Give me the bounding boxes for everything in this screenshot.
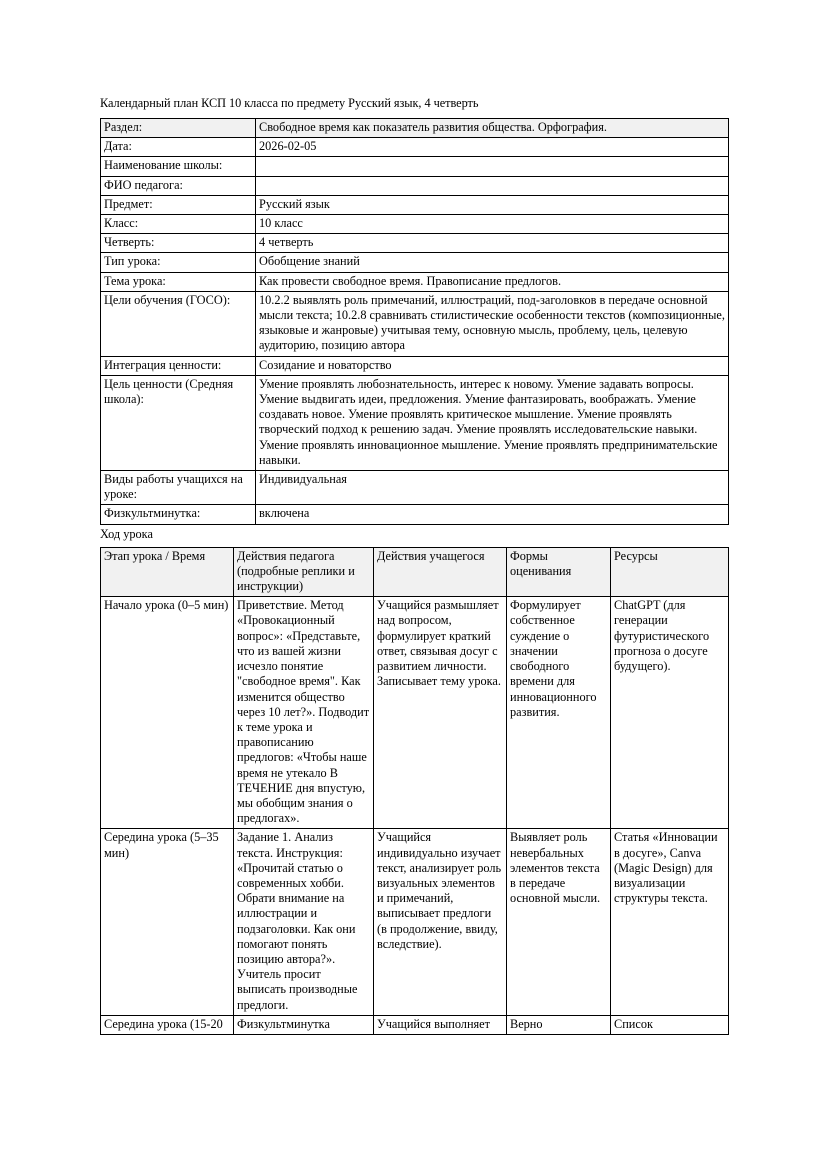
lesson-stage-cell: Середина урока (5–35 мин): [101, 829, 234, 1015]
column-header: Ресурсы: [611, 547, 729, 597]
resources-cell: Статья «Инновации в досуге», Canva (Magic Design) для визуализации структуры текста.: [611, 829, 729, 1015]
teacher-actions-cell: Приветствие. Метод «Провокационный вопрос»: «Представьте, что из вашей жизни исчезло понятие "свободное время". Как изменится общество через 10 лет?». Подводит к теме урока и правописанию предлогов: «Чтобы наше время не утекало В ТЕЧЕНИЕ дня впустую, мы обобщим знания о предлогах».: [234, 597, 374, 829]
table-row: [101, 1015, 729, 1034]
lesson-stage-cell: Середина урока (15-20: [101, 1015, 234, 1034]
lesson-info-table: [100, 118, 729, 525]
assessment-forms-cell: Верно: [507, 1015, 611, 1034]
teacher-actions-cell: Физкультминутка: [234, 1015, 374, 1034]
table-row: [101, 138, 729, 157]
table-row: [101, 597, 729, 829]
column-header: Этап урока / Время: [101, 547, 234, 597]
table-row: [101, 195, 729, 214]
student-actions-cell: Учащийся индивидуально изучает текст, анализирует роль визуальных элементов и примечаний, выписывает предлоги (в продолжение, ввиду, вследствие).: [374, 829, 507, 1015]
info-row-label: Цели обучения (ГОСО):: [101, 291, 256, 356]
student-actions-cell: Учащийся выполняет: [374, 1015, 507, 1034]
table-row: [101, 356, 729, 375]
column-header: Действия учащегося: [374, 547, 507, 597]
table-header-row: [101, 547, 729, 597]
info-row-label: Тема урока:: [101, 272, 256, 291]
info-row-value: [256, 176, 729, 195]
table-row: [101, 829, 729, 1015]
document-content: [100, 96, 728, 1035]
table-row: [101, 272, 729, 291]
table-row: [101, 253, 729, 272]
assessment-forms-cell: Формулирует собственное суждение о значении свободного времени для инновационного развития.: [507, 597, 611, 829]
info-row-value: включена: [256, 505, 729, 524]
table-row: [101, 471, 729, 505]
info-row-value: 10 класс: [256, 215, 729, 234]
info-row-label: Раздел:: [101, 119, 256, 138]
info-row-label: Цель ценности (Средняя школа):: [101, 375, 256, 470]
info-row-value: [256, 157, 729, 176]
info-row-label: Четверть:: [101, 234, 256, 253]
lesson-flow-table-body: [101, 597, 729, 1035]
table-row: [101, 505, 729, 524]
teacher-actions-cell: Задание 1. Анализ текста. Инструкция: «Прочитай статью о современных хобби. Обрати внимание на иллюстрации и подзаголовки. Как они помогают понять позицию автора?». Учитель просит выписать производные предлоги.: [234, 829, 374, 1015]
info-row-label: Виды работы учащихся на уроке:: [101, 471, 256, 505]
info-row-value: Созидание и новаторство: [256, 356, 729, 375]
table-row: [101, 157, 729, 176]
lesson-info-table-body: [101, 119, 729, 525]
info-row-label: Физкультминутка:: [101, 505, 256, 524]
info-row-value: Русский язык: [256, 195, 729, 214]
assessment-forms-cell: Выявляет роль невербальных элементов текста в передаче основной мысли.: [507, 829, 611, 1015]
info-row-value: Обобщение знаний: [256, 253, 729, 272]
info-row-label: Предмет:: [101, 195, 256, 214]
table-row: [101, 215, 729, 234]
table-row: [101, 119, 729, 138]
info-row-label: Наименование школы:: [101, 157, 256, 176]
table-row: [101, 291, 729, 356]
info-row-value: 4 четверть: [256, 234, 729, 253]
table-row: [101, 234, 729, 253]
column-header: Формы оценивания: [507, 547, 611, 597]
info-row-value: 2026-02-05: [256, 138, 729, 157]
info-row-value: Умение проявлять любознательность, интерес к новому. Умение задавать вопросы. Умение выдвигать идеи, предложения. Умение фантазировать, воображать. Умение создавать новое. Умение проявлять критическое мышление. Умение проявлять творческий подход к решению задач. Умение проявлять исследовательские навыки. Умение проявлять инновационное мышление. Умение проявлять предпринимательские навыки.: [256, 375, 729, 470]
lesson-flow-heading: Ход урока: [100, 526, 153, 541]
table-row: [101, 375, 729, 470]
info-row-value: Индивидуальная: [256, 471, 729, 505]
resources-cell: Список: [611, 1015, 729, 1034]
page-title: Календарный план КСП 10 класса по предмету Русский язык, 4 четверть: [100, 96, 479, 110]
info-row-value: Свободное время как показатель развития общества. Орфография.: [256, 119, 729, 138]
lesson-flow-table-head: [101, 547, 729, 597]
info-row-label: Интеграция ценности:: [101, 356, 256, 375]
info-row-label: ФИО педагога:: [101, 176, 256, 195]
info-row-value: Как провести свободное время. Правописание предлогов.: [256, 272, 729, 291]
info-row-label: Класс:: [101, 215, 256, 234]
info-row-label: Тип урока:: [101, 253, 256, 272]
info-row-label: Дата:: [101, 138, 256, 157]
lesson-flow-table: [100, 547, 729, 1035]
info-row-value: 10.2.2 выявлять роль примечаний, иллюстраций, под-заголовков в передаче основной мысли текста; 10.2.8 сравнивать стилистические особенности текстов (композиционные, языковые и жанровые) учитывая тему, основную мысль, проблему, цель, целевую аудиторию, позицию автора: [256, 291, 729, 356]
student-actions-cell: Учащийся размышляет над вопросом, формулирует краткий ответ, связывая досуг с развитием личности. Записывает тему урока.: [374, 597, 507, 829]
column-header: Действия педагога (подробные реплики и инструкции): [234, 547, 374, 597]
lesson-stage-cell: Начало урока (0–5 мин): [101, 597, 234, 829]
table-row: [101, 176, 729, 195]
resources-cell: ChatGPT (для генерации футуристического прогноза о досуге будущего).: [611, 597, 729, 829]
